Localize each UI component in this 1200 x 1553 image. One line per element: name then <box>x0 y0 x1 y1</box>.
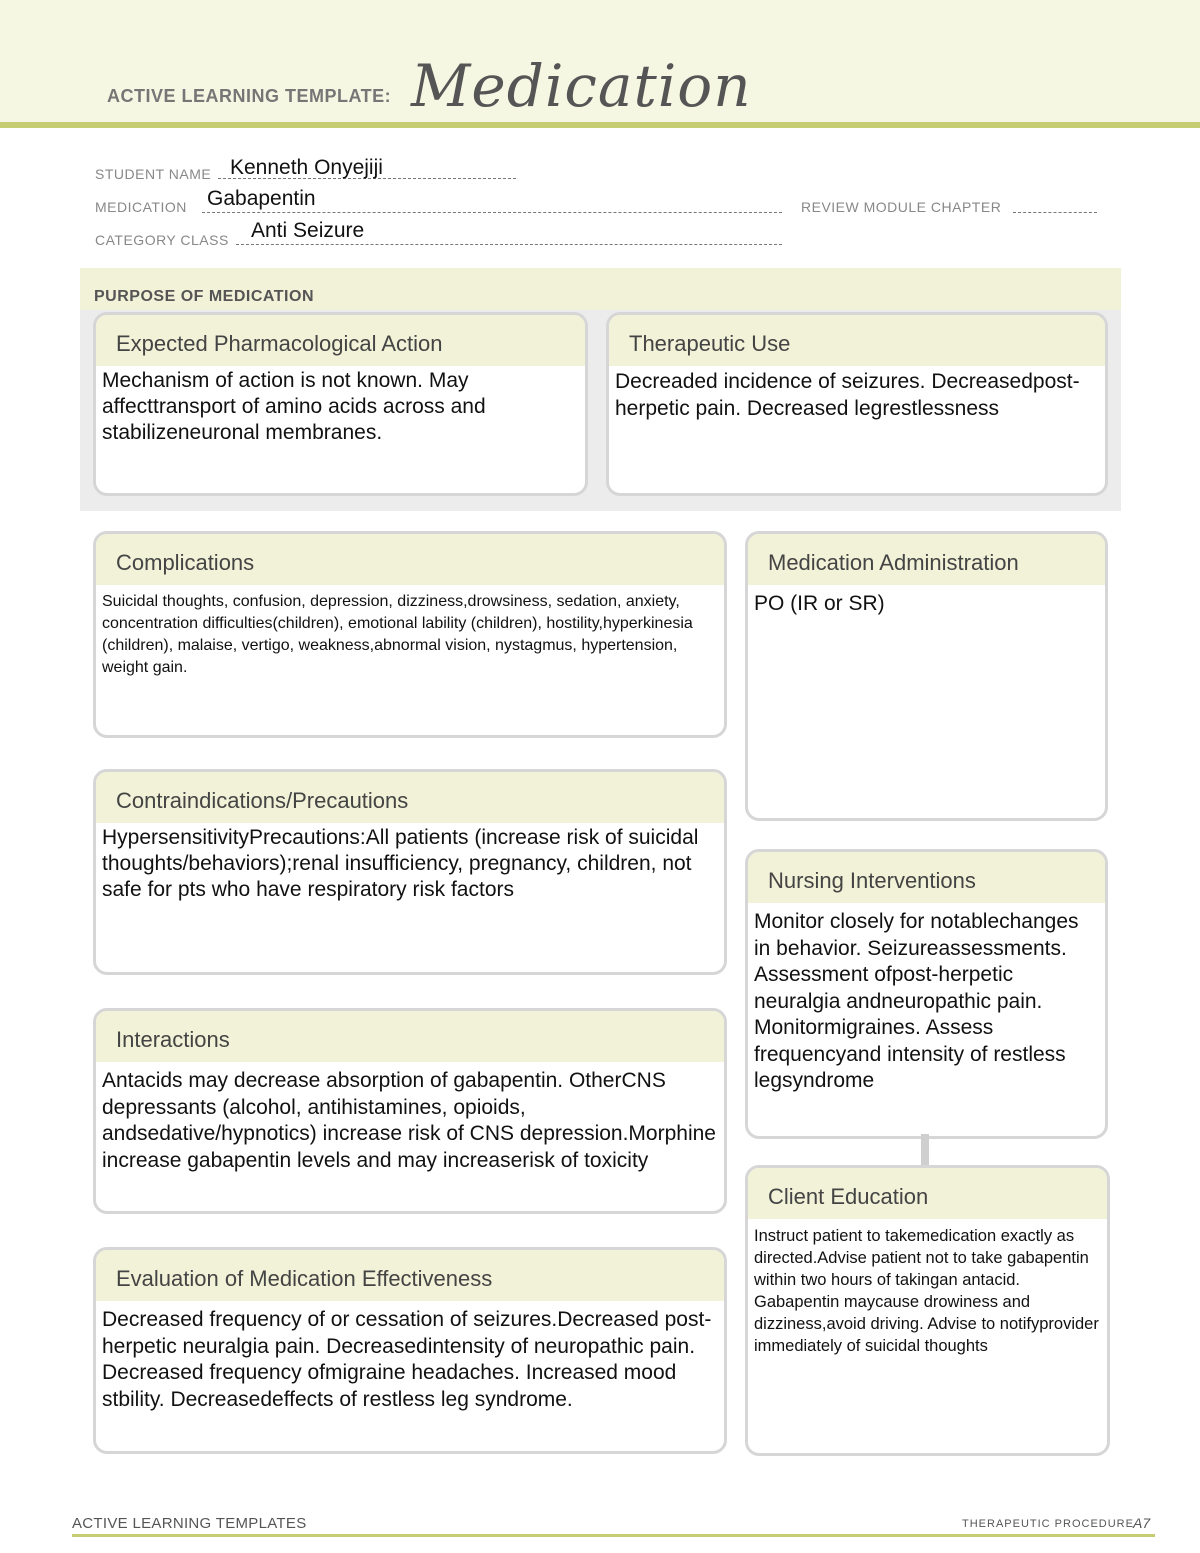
therapeutic-use-text[interactable]: Decreaded incidence of seizures. Decreasedpost-herpetic pain. Decreased legrestlessness <box>615 370 1080 420</box>
connector-bar <box>921 1134 929 1166</box>
contraindications-box <box>93 769 727 975</box>
nursing-interventions-box <box>745 849 1108 1139</box>
footer-left: ACTIVE LEARNING TEMPLATES <box>72 1515 307 1532</box>
interactions-box <box>93 1008 727 1214</box>
interactions-text[interactable]: Antacids may decrease absorption of gabapentin. OtherCNS depressants (alcohol, antihistamines, opioids, andsedative/hypnotics) increase risk of CNS depression.Morphine increase gabapentin levels and may increaserisk of toxicity <box>102 1069 716 1172</box>
template-label: ACTIVE LEARNING TEMPLATE: <box>107 86 392 106</box>
review-module-label: REVIEW MODULE CHAPTER <box>801 199 1002 215</box>
expected-action-heading: Expected Pharmacological Action <box>96 315 585 366</box>
header-rule <box>0 122 1200 128</box>
page-title: Medication <box>411 52 752 120</box>
therapeutic-use-box <box>606 312 1108 496</box>
expected-action-box <box>93 312 588 496</box>
client-education-box <box>745 1165 1110 1456</box>
administration-heading: Medication Administration <box>748 534 1105 585</box>
contraindications-heading: Contraindications/Precautions <box>96 772 724 823</box>
medication-field[interactable]: Gabapentin <box>207 187 316 210</box>
medication-underline <box>202 212 782 213</box>
administration-box <box>745 531 1108 821</box>
evaluation-heading: Evaluation of Medication Effectiveness <box>96 1250 724 1301</box>
student-name-field[interactable]: Kenneth Onyejiji <box>230 156 383 179</box>
nursing-interventions-text[interactable]: Monitor closely for notablechanges in behavior. Seizureassessments. Assessment ofpost-herpetic neuralgia andneuropathic pain. Monitormigraines. Assess frequencyand intensity of restless legsyndrome <box>754 910 1079 1092</box>
review-module-underline <box>1013 212 1097 213</box>
complications-text[interactable]: Suicidal thoughts, confusion, depression, dizziness,drowsiness, sedation, anxiety, concentration difficulties(children), emotional lability (children), hostility,hyperkinesia (children), malaise, vertigo, weakness,abnormal vision, nystagmus, hypertension, weight gain. <box>102 593 693 676</box>
medication-label: MEDICATION <box>95 199 187 215</box>
interactions-heading: Interactions <box>96 1011 724 1062</box>
complications-box <box>93 531 727 738</box>
footer-rule <box>72 1534 1155 1537</box>
therapeutic-use-heading: Therapeutic Use <box>609 315 1105 366</box>
expected-action-text[interactable]: Mechanism of action is not known. May affecttransport of amino acids across and stabilizeneuronal membranes. <box>102 369 486 444</box>
administration-text[interactable]: PO (IR or SR) <box>754 592 885 615</box>
nursing-interventions-heading: Nursing Interventions <box>748 852 1105 903</box>
client-education-heading: Client Education <box>748 1168 1107 1219</box>
category-class-field[interactable]: Anti Seizure <box>251 219 365 242</box>
evaluation-box <box>93 1247 727 1454</box>
purpose-title: PURPOSE OF MEDICATION <box>94 288 314 305</box>
student-name-label: STUDENT NAME <box>95 166 212 182</box>
evaluation-text[interactable]: Decreased frequency of or cessation of seizures.Decreased post-herpetic neuralgia pain. Decreasedintensity of neuropathic pain. Decreased frequency ofmigraine headaches. Increased mood stbility. Decreasedeffects of restless leg syndrome. <box>102 1308 712 1411</box>
complications-heading: Complications <box>96 534 724 585</box>
footer-right: THERAPEUTIC PROCEDURE <box>962 1518 1134 1530</box>
category-class-underline <box>236 244 782 245</box>
page-number: A7 <box>1133 1515 1151 1531</box>
category-class-label: CATEGORY CLASS <box>95 232 229 248</box>
contraindications-text[interactable]: HypersensitivityPrecautions:All patients (increase risk of suicidal thoughts/behaviors);renal insufficiency, pregnancy, children, not safe for pts who have respiratory risk factors <box>102 826 699 901</box>
client-education-text[interactable]: Instruct patient to takemedication exactly as directed.Advise patient not to take gabapentin within two hours of takingan antacid. Gabapentin maycause drowiness and dizziness,avoid driving. Advise to notifyprovider immediately of suicidal thoughts <box>754 1227 1099 1355</box>
